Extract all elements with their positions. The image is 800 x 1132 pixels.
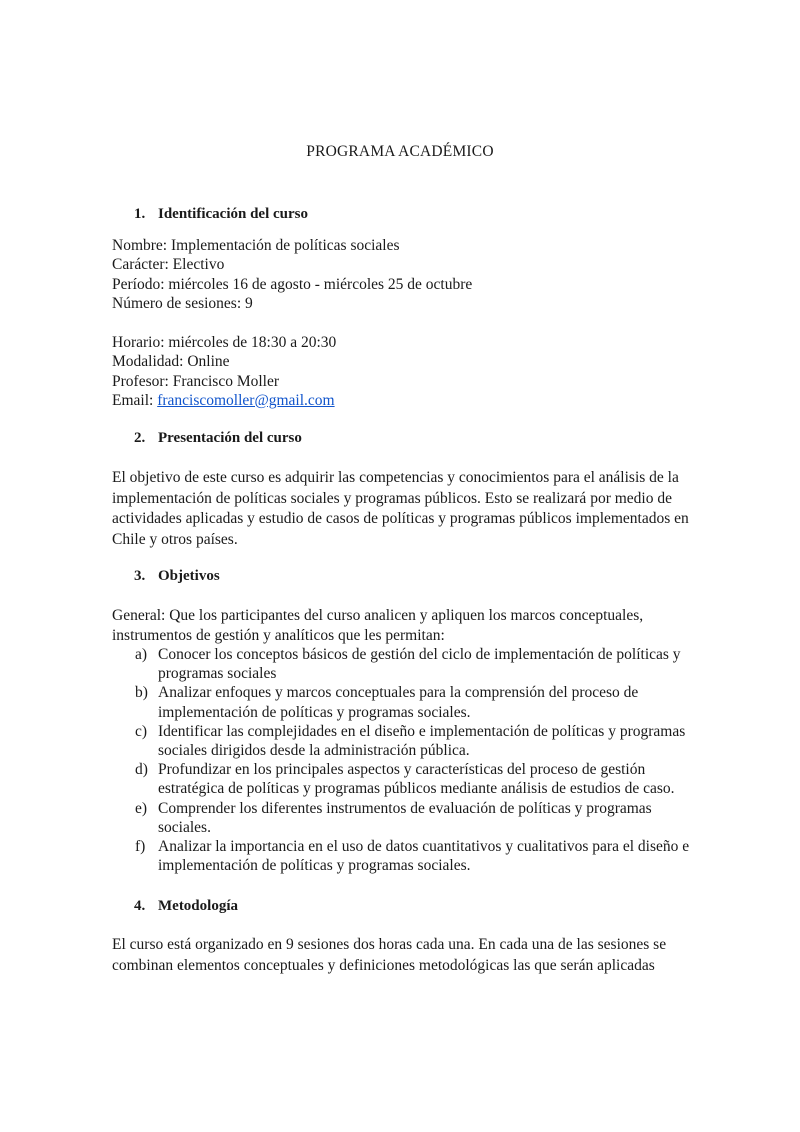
course-modality: Modalidad: Online [112, 353, 230, 370]
objective-marker: c) [135, 722, 148, 740]
objective-item [112, 683, 712, 721]
email-label: Email: [112, 392, 158, 409]
objectives-list [112, 645, 712, 875]
presentation-paragraph: El objetivo de este curso es adquirir las competencias y conocimientos para el análisis de la implementación de políticas sociales y programas públicos. Esto se realizará por medio de actividades aplicadas y estudio de casos de políticas y programas públicos implementados en Chile y otros países. [112, 469, 689, 548]
document-title: PROGRAMA ACADÉMICO [306, 143, 494, 160]
section-4-number: 4. [134, 898, 146, 914]
course-schedule: Horario: miércoles de 18:30 a 20:30 [112, 334, 337, 351]
section-3-number: 3. [134, 568, 146, 584]
course-professor: Profesor: Francisco Moller [112, 373, 280, 390]
objective-item [112, 760, 712, 798]
section-1-title: Identificación del curso [158, 206, 308, 222]
section-1-heading [134, 206, 308, 223]
objective-marker: a) [135, 646, 148, 663]
course-character: Carácter: Electivo [112, 256, 225, 273]
course-period: Período: miércoles 16 de agosto - miércoles 25 de octubre [112, 276, 473, 293]
course-name: Nombre: Implementación de políticas sociales [112, 237, 400, 254]
objective-item [112, 837, 712, 875]
objective-marker: b) [135, 684, 148, 702]
objective-marker: f) [135, 838, 146, 856]
objective-text: Analizar la importancia en el uso de datos cuantitativos y cualitativos para el diseño e implementación de políticas y programas sociales. [158, 838, 690, 875]
objective-item [112, 799, 712, 837]
email-link[interactable]: franciscomoller@gmail.com [157, 392, 335, 409]
objective-item [112, 645, 712, 683]
section-4-heading [134, 898, 238, 915]
section-2-number: 2. [134, 430, 146, 446]
section-3-title: Objetivos [158, 568, 220, 584]
objective-text: Comprender los diferentes instrumentos de evaluación de políticas y programas sociales. [158, 799, 652, 836]
section-2-title: Presentación del curso [158, 430, 302, 446]
course-email-line [112, 392, 335, 410]
objective-item [112, 722, 712, 760]
section-2-heading [134, 430, 302, 447]
objectives-general: General: Que los participantes del curso analicen y apliquen los marcos conceptuales, instrumentos de gestión y analíticos que les permitan: [112, 607, 644, 644]
objective-text: Identificar las complejidades en el diseño e implementación de políticas y programas sociales dirigidos desde la administración pública. [158, 722, 686, 760]
objective-marker: e) [135, 799, 148, 817]
objective-text: Analizar enfoques y marcos conceptuales para la comprensión del proceso de implementación de políticas y programas sociales. [158, 684, 639, 721]
section-1-number: 1. [134, 206, 146, 222]
objective-marker: d) [135, 761, 148, 779]
section-3-heading [134, 568, 220, 585]
objective-text: Profundizar en los principales aspectos y características del proceso de gestión estratégica de políticas y programas públicos mediante análisis de estudios de caso. [158, 761, 675, 798]
section-4-title: Metodología [158, 898, 238, 914]
course-sessions: Número de sesiones: 9 [112, 295, 253, 312]
methodology-paragraph: El curso está organizado en 9 sesiones dos horas cada una. En cada una de las sesiones se combinan elementos conceptuales y definiciones metodológicas las que serán aplicadas [112, 936, 667, 974]
objective-text: Conocer los conceptos básicos de gestión del ciclo de implementación de políticas y programas sociales [158, 646, 681, 683]
